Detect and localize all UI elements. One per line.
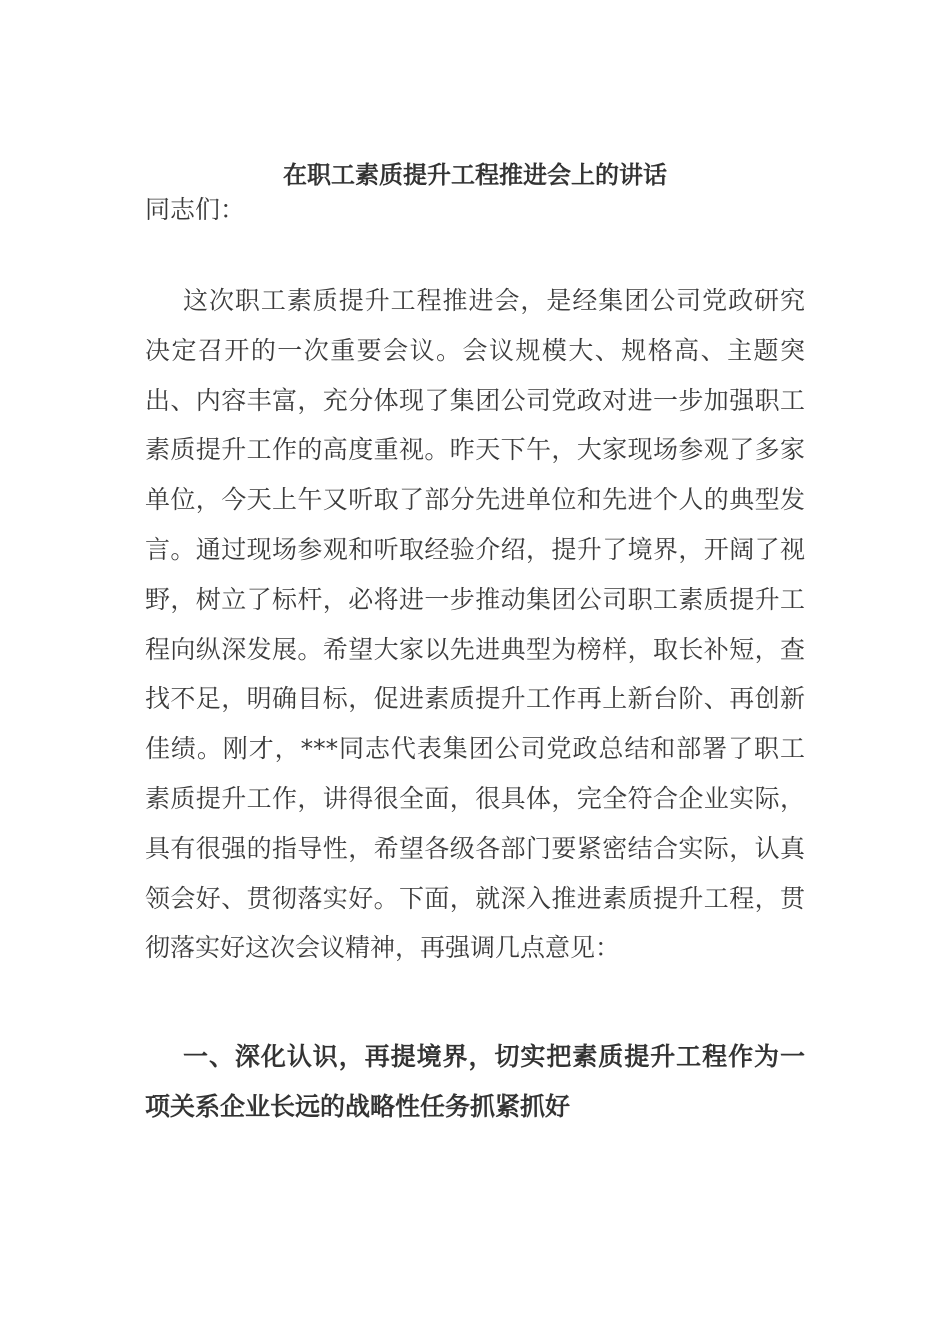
section-heading: 一、深化认识，再提境界，切实把素质提升工程作为一项关系企业长远的战略性任务抓紧抓好 [145,1042,805,1121]
salutation: 同志们： [145,195,246,224]
body-paragraph: 这次职工素质提升工程推进会，是经集团公司党政研究决定召开的一次重要会议。会议规模大、规格高、主题突出、内容丰富，充分体现了集团公司党政对进一步加强职工素质提升工作的高度重视。昨天下午，大家现场参观了多家单位，今天上午又听取了部分先进单位和先进个人的典型发言。通过现场参观和听取经验介绍，提升了境界，开阔了视野，树立了标杆，必将进一步推动集团公司职工素质提升工程向纵深发展。希望大家以先进典型为榜样，取长补短，查找不足，明确目标，促进素质提升工作再上新台阶、再创新佳绩。刚才，***同志代表集团公司党政总结和部署了职工素质提升工作，讲得很全面，很具体，完全符合企业实际，具有很强的指导性，希望各级各部门要紧密结合实际，认真领会好、贯彻落实好。下面，就深入推进素质提升工程，贯彻落实好这次会议精神，再强调几点意见： [145,286,805,963]
document-title: 在职工素质提升工程推进会上的讲话 [283,161,667,189]
